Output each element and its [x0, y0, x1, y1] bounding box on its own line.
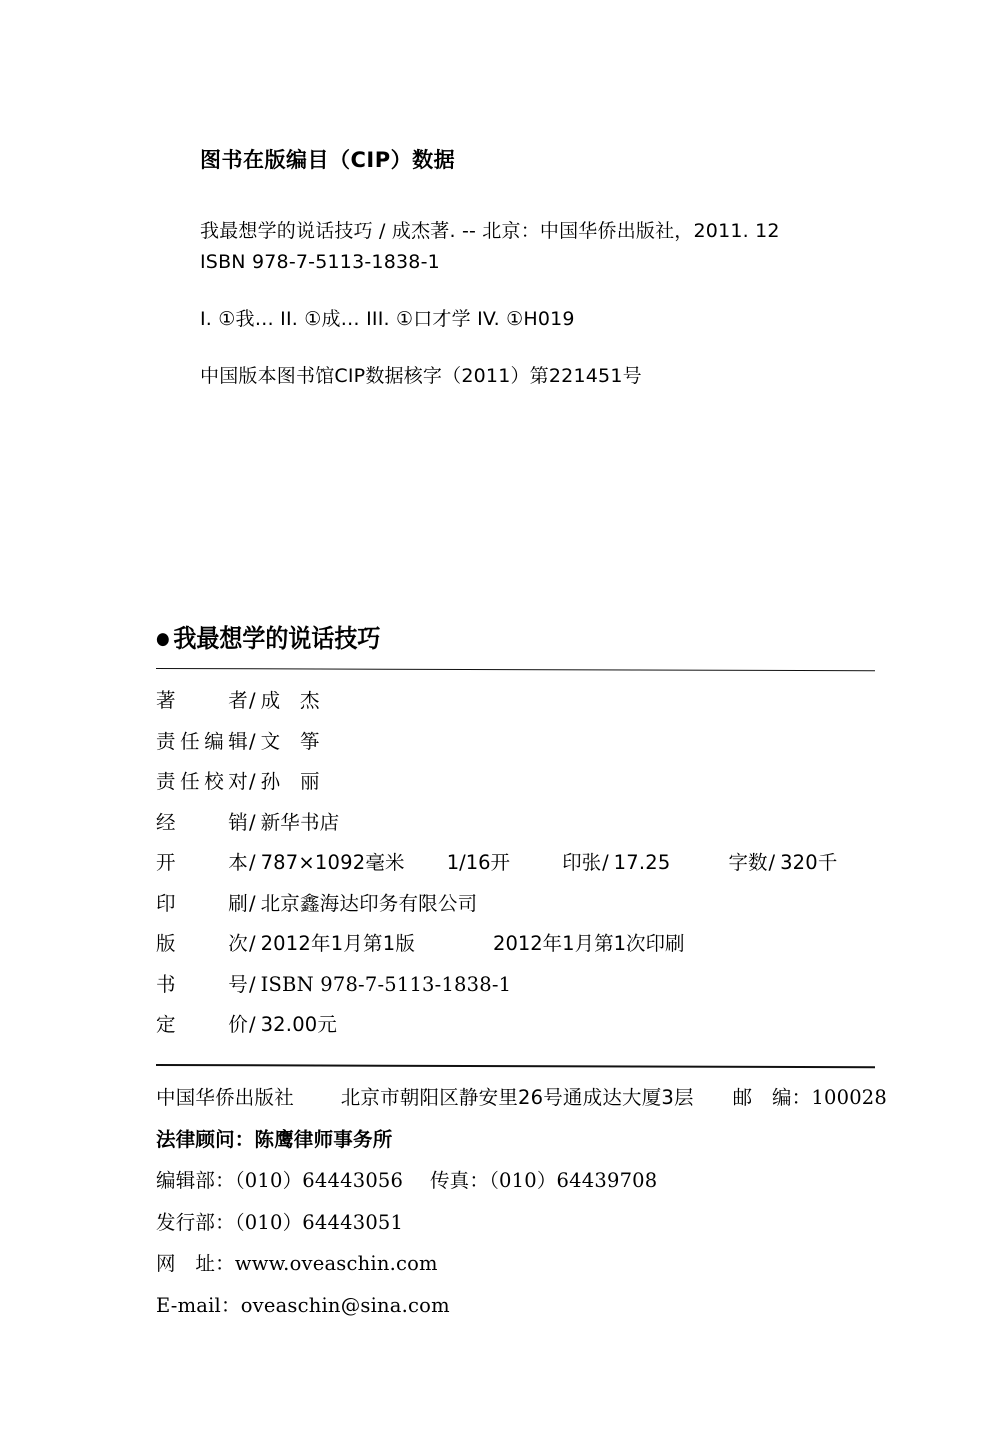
slash-separator: / [249, 891, 256, 915]
cip-title-line: 我最想学的说话技巧 / 成杰著. -- 北京：中国华侨出版社，2011. 12 [200, 220, 780, 243]
colophon-list [156, 691, 886, 1035]
colophon-label: 开本 [156, 851, 248, 874]
colophon-value-impression: 2012年1月第1次印刷 [493, 932, 685, 955]
colophon-value: 新华书店 [260, 810, 340, 834]
colophon-row-distributor [156, 810, 886, 834]
slash-separator: / [249, 729, 256, 753]
cip-isbn-line: ISBN 978-7-5113-1838-1 [200, 251, 440, 274]
imprint-divider-bottom [156, 1064, 875, 1068]
colophon-label: 定价 [156, 1013, 248, 1036]
slash-separator: / [602, 851, 609, 874]
colophon-label: 版次 [156, 932, 248, 955]
postcode-label: 邮 编： [732, 1086, 812, 1109]
distribution-contact-row [156, 1210, 896, 1234]
colophon-label: 责任校对 [156, 770, 248, 793]
colophon-row-author [156, 691, 886, 711]
postcode-value: 100028 [811, 1086, 888, 1109]
website-value[interactable]: www.oveaschin.com [234, 1252, 438, 1275]
distribution-phone: （010）64443051 [234, 1210, 404, 1234]
colophon-value-sheets: 17.25 [613, 851, 671, 874]
colophon-row-isbn [156, 972, 886, 996]
email-label: E-mail： [156, 1293, 241, 1317]
colophon-row-proofreader [156, 772, 886, 792]
imprint-divider-top [156, 668, 875, 671]
slash-separator: / [249, 689, 256, 712]
editorial-contact-row [156, 1171, 896, 1191]
colophon-value-format: 787×1092毫米 [260, 851, 405, 874]
website-label: 网 址： [156, 1252, 235, 1275]
publisher-address: 北京市朝阳区静安里26号通成达大厦3层 [340, 1086, 694, 1109]
legal-advisor-row: 法律顾问：陈鹰律师事务所 [156, 1127, 393, 1151]
fax-label: 传真： [429, 1169, 490, 1192]
colophon-value: 孙 丽 [260, 770, 320, 793]
bullet-icon: ● [156, 628, 170, 649]
colophon-value-edition: 2012年1月第1版 [260, 932, 416, 955]
email-value[interactable]: oveaschin@sina.com [240, 1293, 450, 1317]
colophon-label: 印刷 [156, 891, 248, 915]
distribution-label: 发行部： [156, 1210, 235, 1234]
colophon-value: 文 筝 [260, 729, 320, 753]
colophon-row-format [156, 853, 886, 873]
cip-classification-line: I. ①我… II. ①成… III. ①口才学 IV. ①H019 [200, 307, 575, 330]
colophon-value: 成 杰 [260, 689, 320, 712]
colophon-row-price [156, 1015, 886, 1035]
colophon-label: 经销 [156, 810, 248, 834]
editorial-label: 编辑部： [156, 1169, 235, 1192]
editorial-phone: （010）64443056 [234, 1169, 404, 1192]
website-row [156, 1254, 896, 1274]
imprint-block [156, 624, 886, 1056]
colophon-row-printer [156, 891, 886, 915]
fax-phone: （010）64439708 [489, 1169, 658, 1192]
cip-catalog-number-line: 中国版本图书馆CIP数据核字（2011）第221451号 [200, 364, 642, 387]
colophon-label-sheets: 印张 [562, 851, 602, 874]
slash-separator: / [249, 810, 256, 834]
colophon-value-price: 32.00元 [260, 1013, 338, 1036]
colophon-row-editor [156, 729, 886, 753]
slash-separator: / [768, 851, 776, 874]
colophon-value-format-ratio: 1/16开 [446, 851, 511, 874]
slash-separator: / [249, 851, 256, 874]
slash-separator: / [249, 770, 256, 793]
publisher-address-row [156, 1088, 896, 1108]
publisher-footer-block [156, 1064, 896, 1337]
colophon-value-isbn: ISBN 978-7-5113-1838-1 [260, 972, 512, 996]
colophon-label: 著者 [156, 689, 248, 712]
colophon-label: 书号 [156, 972, 248, 996]
slash-separator: / [249, 932, 256, 955]
cip-title-paragraph [200, 216, 900, 278]
colophon-value-wordcount: 320千 [780, 851, 838, 874]
colophon-value: 北京鑫海达印务有限公司 [260, 891, 478, 915]
slash-separator: / [249, 972, 256, 996]
imprint-title [156, 624, 828, 654]
publisher-name: 中国华侨出版社 [156, 1086, 294, 1109]
colophon-row-edition [156, 934, 886, 954]
colophon-label: 责任编辑 [156, 729, 248, 753]
cip-block [200, 146, 900, 417]
cip-heading: 图书在版编目（CIP）数据 [200, 148, 456, 172]
colophon-label-wordcount: 字数 [728, 851, 768, 874]
slash-separator: / [249, 1013, 256, 1036]
imprint-title-text: 我最想学的说话技巧 [173, 624, 381, 653]
email-row [156, 1293, 896, 1317]
